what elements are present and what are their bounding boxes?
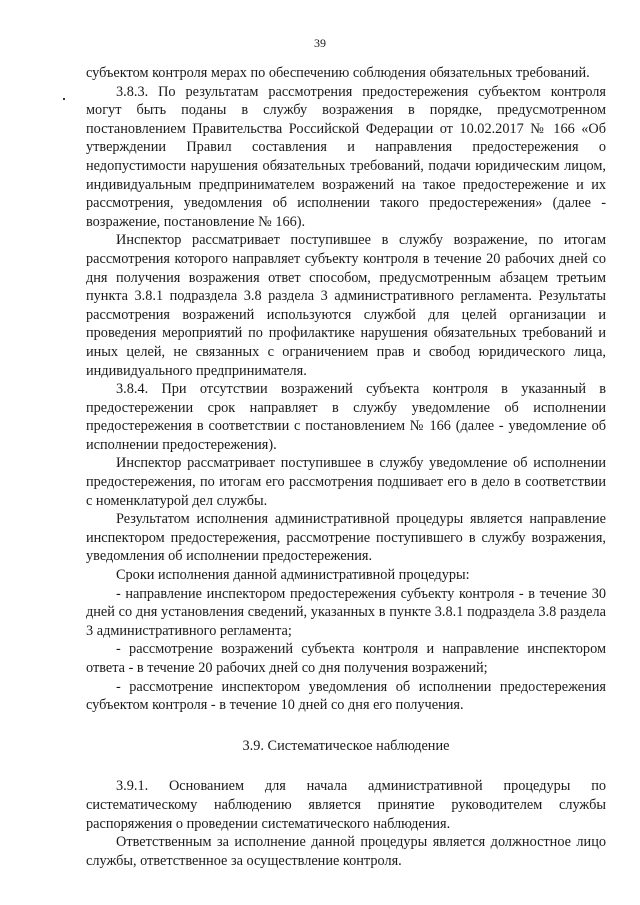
document-body [86,64,606,870]
list-item-deadline-2: - рассмотрение возражений субъекта контроля и направление инспектором ответа - в течение 20 рабочих дней со дня получения возражений; [86,641,606,676]
list-item-deadline-1: - направление инспектором предостережения субъекту контроля - в течение 30 дней со дня установления сведений, указанных в пункте 3.8.1 подраздела 3.8 раздела 3 административного регламента; [86,585,606,639]
paragraph-procedure-result: Результатом исполнения административной процедуры является направление инспектором предостережения, рассмотрение поступившего в службу возражения, уведомления об исполнении предостережения. [86,511,606,565]
page-number: 39 [314,36,326,50]
paragraph-3-8-4: 3.8.4. При отсутствии возражений субъекта контроля в указанный в предостережении срок направляет в службу уведомление об исполнении предостережения в соответствии с постановлением № 166 (далее - уведомление об исполнении предостережения). [86,381,606,453]
paragraph-3-9-1: 3.9.1. Основанием для начала административной процедуры по систематическому наблюдению является принятие руководителем службы распоряжения о проведении систематического наблюдения. [86,778,606,832]
list-item-deadline-3: - рассмотрение инспектором уведомления об исполнении предостережения субъектом контроля - в течение 10 дней со дня его получения. [86,678,606,714]
scan-speck [63,98,65,100]
paragraph-notification-review: Инспектор рассматривает поступившее в службу уведомление об исполнении предостережения, по итогам его рассмотрения подшивает его в дело в соответствии с номенклатурой дел службы. [86,455,606,509]
paragraph-responsible-official: Ответственным за исполнение данной процедуры является должностное лицо службы, ответственное за осуществление контроля. [86,834,606,869]
paragraph-continuation: субъектом контроля мерах по обеспечению соблюдения обязательных требований. [86,65,590,81]
paragraph-deadlines-intro: Сроки исполнения данной административной процедуры: [116,567,470,584]
paragraph-inspector-review: Инспектор рассматривает поступившее в службу возражение, по итогам рассмотрения которого направляет субъекту контроля в течение 20 рабочих дней со дня получения возражения ответ способом, предусмотренным абзацем третьим пункта 3.8.1 подраздела 3.8 раздела 3 административного регламента. Результаты рассмотрения возражений используются службой для целей организации и проведения мероприятий по профилактике нарушения обязательных требований и иных целей, не связанных с ограничением прав и свобод юридического лица, индивидуального предпринимателя. [86,232,606,379]
section-heading-3-9: 3.9. Систематическое наблюдение [242,737,450,754]
paragraph-3-8-3: 3.8.3. По результатам рассмотрения предостережения субъектом контроля могут быть поданы в службу возражения в порядке, предусмотренном постановлением Правительства Российской Федерации от 10.02.2017 № 166 «Об утверждении Правил составления и направления предостережения о недопустимости нарушения обязательных требований, подачи юридическим лицом, индивидуальным предпринимателем возражений на такое предостережение и их рассмотрения, уведомления об исполнении такого предостережения» (далее - возражение, постановление № 166). [86,83,606,230]
